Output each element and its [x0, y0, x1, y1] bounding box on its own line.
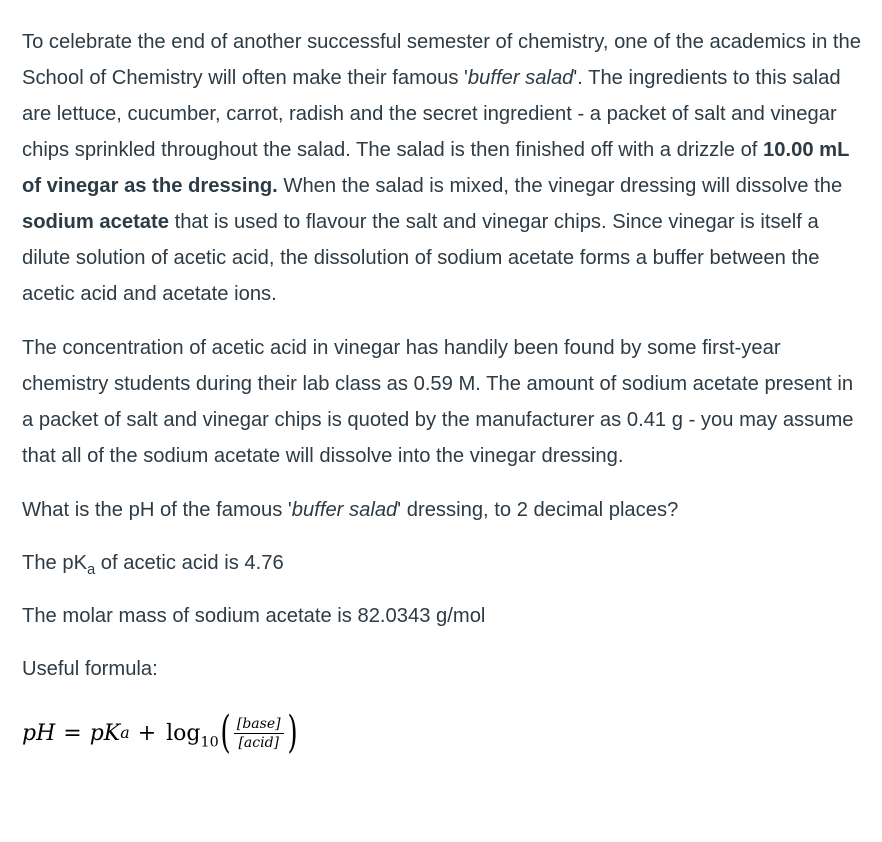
pka-subscript: a	[87, 562, 96, 579]
molar-mass-line: The molar mass of sodium acetate is 82.0343 g/mol	[22, 605, 486, 627]
vinegar-volume-bold: 10.00 mL of vinegar as the dressing.	[22, 139, 850, 197]
question-after: ' dressing, to 2 decimal places?	[397, 499, 679, 521]
formula-numerator: [base]	[234, 716, 284, 734]
intro-paragraph	[22, 24, 862, 312]
intro-text-1: To celebrate the end of another successful semester of chemistry, one of the academics in the School of Chemistry will often make their famous '	[22, 31, 861, 89]
question-italic: buffer salad	[291, 499, 398, 521]
formula-log	[166, 720, 219, 750]
formula-close-paren: )	[287, 707, 298, 758]
formula-plus: +	[137, 720, 157, 746]
question-content	[22, 24, 862, 763]
sodium-acetate-bold: sodium acetate	[22, 211, 169, 233]
formula-log-text: log	[166, 720, 201, 746]
pka-after: of acetic acid is 4.76	[95, 552, 284, 574]
intro-text-2: '. The ingredients to this salad are lettuce, cucumber, carrot, radish and the secret ingredient - a packet of salt and vinegar chips sprinkled throughout the salad. The salad is then finished off with a drizzle of	[22, 67, 841, 161]
pka-before: The pK	[22, 552, 88, 574]
formula-ph: pH	[22, 720, 56, 746]
formula-fraction	[234, 716, 284, 751]
question-before: What is the pH of the famous '	[22, 499, 292, 521]
intro-text-3: When the salad is mixed, the vinegar dressing will dissolve the	[277, 175, 843, 197]
formula-open-paren: (	[220, 707, 231, 758]
formula-pk: pK	[89, 720, 121, 746]
formula-equals: =	[63, 720, 82, 746]
intro-text-4: that is used to flavour the salt and vinegar chips. Since vinegar is itself a dilute solution of acetic acid, the dissolution of sodium acetate forms a buffer between the acetic acid and acetate ions.	[22, 211, 820, 305]
data-paragraph: The concentration of acetic acid in vinegar has handily been found by some first-year chemistry students during their lab class as 0.59 M. The amount of sodium acetate present in a packet of salt and vinegar chips is quoted by the manufacturer as 0.41 g - you may assume that all of the sodium acetate will dissolve into the vinegar dressing.	[22, 337, 854, 467]
formula-log-base: 10	[200, 733, 219, 750]
henderson-hasselbalch-formula: pH = pK a + $\log_{10}$ ( $\frac{\text{[base]}}{\text{[acid]}}$ )	[22, 707, 298, 758]
useful-formula-label: Useful formula:	[22, 658, 158, 680]
question-text	[22, 492, 862, 528]
buffer-salad-italic: buffer salad	[467, 67, 574, 89]
formula-denominator: [acid]	[238, 734, 279, 751]
pka-line	[22, 545, 862, 581]
